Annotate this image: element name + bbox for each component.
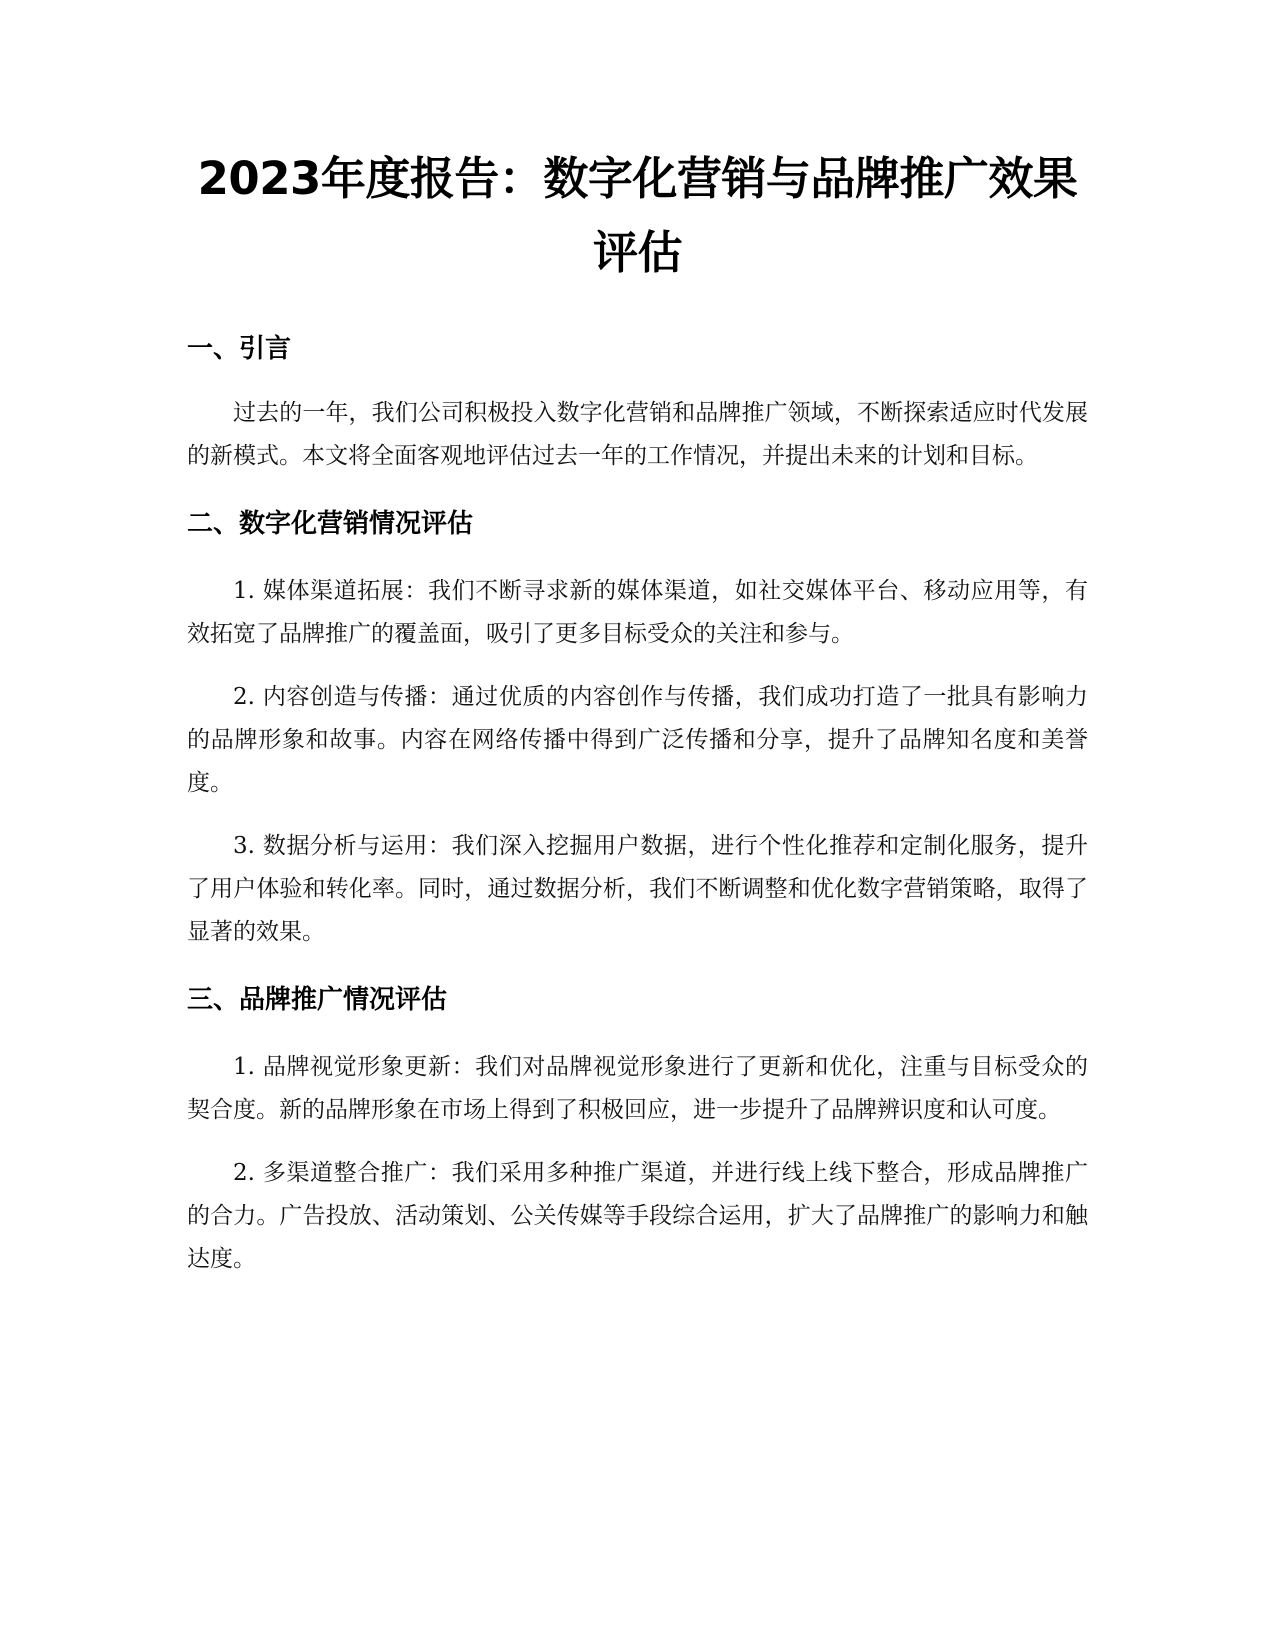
document-title: 2023年度报告：数字化营销与品牌推广效果评估 <box>197 152 1078 279</box>
introduction-paragraph: 过去的一年，我们公司积极投入数字化营销和品牌推广领域，不断探索适应时代发展的新模式。本文将全面客观地评估过去一年的工作情况，并提出未来的计划和目标。 <box>187 400 1088 469</box>
section-heading-brand-promotion: 三、品牌推广情况评估 <box>187 985 448 1015</box>
document-body <box>187 142 1088 1281</box>
brand-promotion-paragraph-2: 2. 多渠道整合推广：我们采用多种推广渠道，并进行线上线下整合，形成品牌推广的合力。广告投放、活动策划、公关传媒等手段综合运用，扩大了品牌推广的影响力和触达度。 <box>187 1160 1088 1272</box>
brand-promotion-paragraph-1: 1. 品牌视觉形象更新：我们对品牌视觉形象进行了更新和优化，注重与目标受众的契合度。新的品牌形象在市场上得到了积极回应，进一步提升了品牌辨识度和认可度。 <box>187 1054 1088 1123</box>
digital-marketing-paragraph-3: 3. 数据分析与运用：我们深入挖掘用户数据，进行个性化推荐和定制化服务，提升了用户体验和转化率。同时，通过数据分析，我们不断调整和优化数字营销策略，取得了显著的效果。 <box>187 833 1088 945</box>
digital-marketing-paragraph-2: 2. 内容创造与传播：通过优质的内容创作与传播，我们成功打造了一批具有影响力的品牌形象和故事。内容在网络传播中得到广泛传播和分享，提升了品牌知名度和美誉度。 <box>187 684 1088 796</box>
section-heading-digital-marketing: 二、数字化营销情况评估 <box>187 509 474 539</box>
digital-marketing-paragraph-1: 1. 媒体渠道拓展：我们不断寻求新的媒体渠道，如社交媒体平台、移动应用等，有效拓宽了品牌推广的覆盖面，吸引了更多目标受众的关注和参与。 <box>187 578 1088 647</box>
section-heading-introduction: 一、引言 <box>187 334 292 364</box>
